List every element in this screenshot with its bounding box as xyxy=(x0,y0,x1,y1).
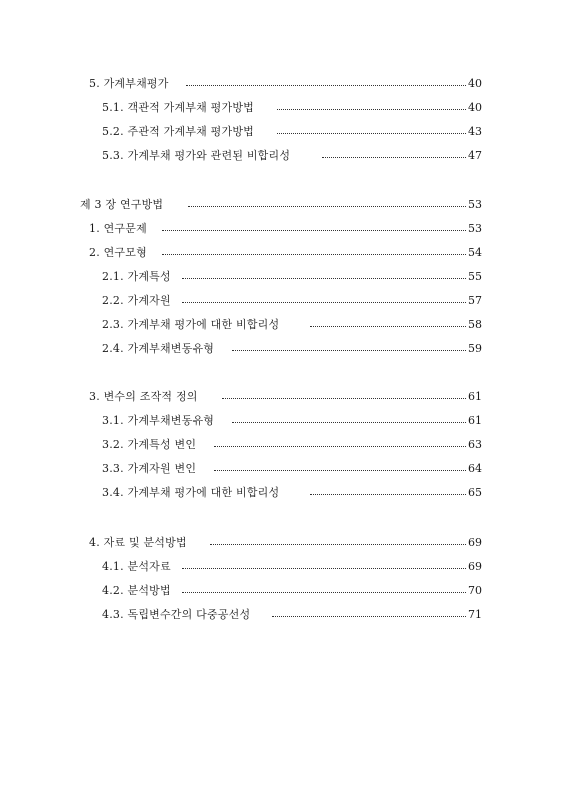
toc-leader-dots xyxy=(162,230,466,231)
toc-leader-dots xyxy=(210,544,466,545)
toc-entry-3-2 xyxy=(0,437,566,453)
toc-leader-dots xyxy=(182,302,466,303)
toc-entry-3-3 xyxy=(0,461,566,477)
toc-entry-label: 3. 변수의 조작적 정의 xyxy=(89,390,198,403)
toc-entry-label: 1. 연구문제 xyxy=(89,222,147,235)
toc-entry-2-2 xyxy=(0,293,566,309)
toc-leader-dots xyxy=(162,254,466,255)
toc-entry-page: 61 xyxy=(468,390,482,403)
toc-leader-dots xyxy=(310,494,466,495)
toc-leader-dots xyxy=(182,568,466,569)
toc-entry-4-1 xyxy=(0,559,566,575)
toc-entry-page: 63 xyxy=(468,438,482,451)
toc-entry-page: 47 xyxy=(468,149,482,162)
toc-leader-dots xyxy=(310,326,466,327)
toc-leader-dots xyxy=(232,350,466,351)
toc-entry-page: 40 xyxy=(468,101,482,114)
toc-entry-label: 4.2. 분석방법 xyxy=(102,584,171,597)
toc-entry-page: 61 xyxy=(468,414,482,427)
toc-entry-5-2 xyxy=(0,124,566,140)
toc-leader-dots xyxy=(182,592,466,593)
toc-entry-page: 57 xyxy=(468,294,482,307)
toc-entry-page: 58 xyxy=(468,318,482,331)
toc-entry-3-4 xyxy=(0,485,566,501)
toc-entry-4 xyxy=(0,535,566,551)
toc-entry-page: 43 xyxy=(468,125,482,138)
toc-entry-page: 40 xyxy=(468,77,482,90)
toc-entry-page: 71 xyxy=(468,608,482,621)
toc-entry-2-3 xyxy=(0,317,566,333)
toc-entry-page: 54 xyxy=(468,246,482,259)
toc-chapter-3 xyxy=(0,197,566,213)
toc-entry-3 xyxy=(0,389,566,405)
toc-leader-dots xyxy=(186,85,466,86)
toc-entry-5-1 xyxy=(0,100,566,116)
toc-entry-label: 2.4. 가계부채변동유형 xyxy=(102,342,215,355)
toc-entry-2 xyxy=(0,245,566,261)
toc-entry-label: 제 3 장 연구방법 xyxy=(80,198,164,211)
toc-entry-page: 55 xyxy=(468,270,482,283)
toc-entry-page: 69 xyxy=(468,536,482,549)
toc-entry-4-3 xyxy=(0,607,566,623)
toc-leader-dots xyxy=(277,133,466,134)
toc-entry-label: 4.1. 분석자료 xyxy=(102,560,171,573)
toc-entry-page: 53 xyxy=(468,222,482,235)
toc-entry-label: 5.2. 주관적 가계부채 평가방법 xyxy=(102,125,254,138)
toc-entry-label: 5.3. 가계부채 평가와 관련된 비합리성 xyxy=(102,149,291,162)
toc-leader-dots xyxy=(188,206,466,207)
toc-leader-dots xyxy=(214,446,466,447)
toc-entry-2-1 xyxy=(0,269,566,285)
toc-entry-label: 4. 자료 및 분석방법 xyxy=(89,536,187,549)
toc-entry-page: 64 xyxy=(468,462,482,475)
toc-entry-2-4 xyxy=(0,341,566,357)
toc-entry-5 xyxy=(0,76,566,92)
toc-entry-label: 2.3. 가계부채 평가에 대한 비합리성 xyxy=(102,318,280,331)
toc-entry-label: 3.4. 가계부채 평가에 대한 비합리성 xyxy=(102,486,280,499)
toc-entry-label: 4.3. 독립변수간의 다중공선성 xyxy=(102,608,251,621)
toc-entry-3-1 xyxy=(0,413,566,429)
toc-entry-label: 3.1. 가계부채변동유형 xyxy=(102,414,215,427)
toc-entry-4-2 xyxy=(0,583,566,599)
toc-entry-page: 69 xyxy=(468,560,482,573)
toc-leader-dots xyxy=(232,422,466,423)
toc-leader-dots xyxy=(182,278,466,279)
toc-leader-dots xyxy=(322,157,466,158)
toc-entry-page: 65 xyxy=(468,486,482,499)
toc-entry-1 xyxy=(0,221,566,237)
toc-entry-page: 59 xyxy=(468,342,482,355)
toc-leader-dots xyxy=(214,470,466,471)
toc-entry-page: 70 xyxy=(468,584,482,597)
toc-entry-page: 53 xyxy=(468,198,482,211)
toc-leader-dots xyxy=(222,398,466,399)
toc-leader-dots xyxy=(272,616,466,617)
toc-entry-label: 3.3. 가계자원 변인 xyxy=(102,462,197,475)
toc-entry-label: 2.1. 가계특성 xyxy=(102,270,171,283)
toc-entry-label: 3.2. 가계특성 변인 xyxy=(102,438,197,451)
toc-entry-label: 2.2. 가계자원 xyxy=(102,294,171,307)
toc-entry-label: 5.1. 객관적 가계부채 평가방법 xyxy=(102,101,254,114)
toc-entry-5-3 xyxy=(0,148,566,164)
toc-entry-label: 5. 가계부채평가 xyxy=(89,77,169,90)
toc-leader-dots xyxy=(277,109,466,110)
toc-entry-label: 2. 연구모형 xyxy=(89,246,147,259)
